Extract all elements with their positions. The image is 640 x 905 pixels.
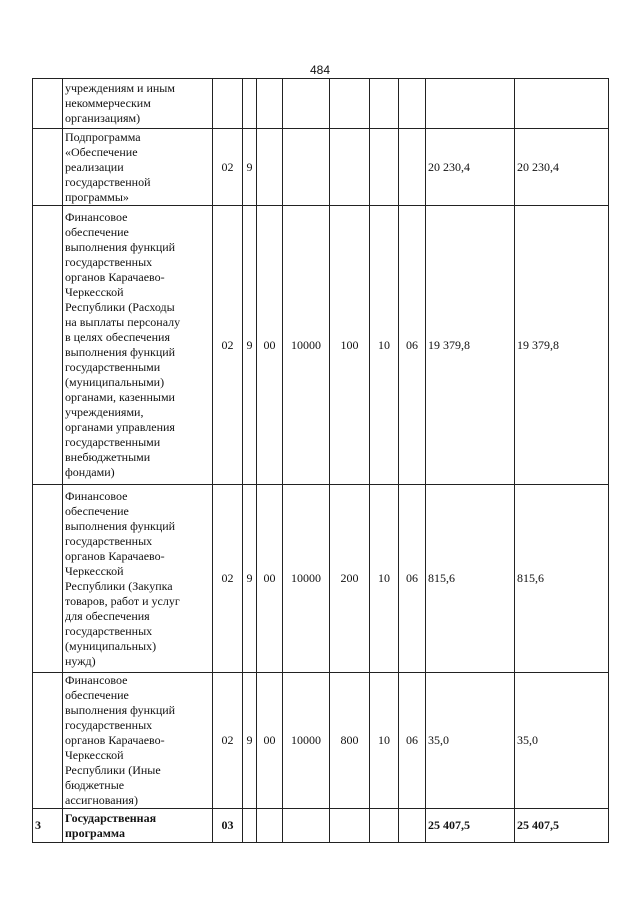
code-target-item <box>283 79 330 129</box>
item-name-line: выполнения функций <box>65 345 176 359</box>
item-name-line: обеспечение <box>65 688 129 702</box>
code-subsection <box>399 79 426 129</box>
item-name-line: Государственная <box>65 810 157 825</box>
item-name-line: товаров, работ и услуг <box>65 593 180 608</box>
amount-col2: 20 230,4 <box>515 129 609 206</box>
amount-col2: 19 379,8 <box>515 206 609 485</box>
item-name <box>63 206 213 485</box>
code-section: 02 <box>213 129 243 206</box>
item-name-line: для обеспечения <box>65 608 150 623</box>
item-name-line: (муниципальных) <box>65 638 157 653</box>
item-name-line: учреждениям и иным <box>65 81 175 95</box>
item-name-line: выполнения функций <box>65 703 176 717</box>
item-name <box>63 809 213 843</box>
code-subprogram: 00 <box>257 673 283 809</box>
amount-col1: 25 407,5 <box>426 809 515 843</box>
item-name-line: Республики (Закупка <box>65 578 173 593</box>
code-program <box>243 809 257 843</box>
code-program: 9 <box>243 673 257 809</box>
item-name <box>63 79 213 129</box>
code-expense-type <box>330 79 370 129</box>
item-name-line: Финансовое <box>65 488 128 503</box>
code-section: 02 <box>213 673 243 809</box>
item-name-line: государственных <box>65 623 153 638</box>
item-name-line: обеспечение <box>65 225 129 239</box>
page-number: 484 <box>309 63 331 77</box>
code-target-item: 10000 <box>283 206 330 485</box>
amount-col2 <box>515 79 609 129</box>
row-number <box>33 485 63 673</box>
item-name-line: органов Карачаево- <box>65 270 165 284</box>
item-name-line: государственных <box>65 533 153 548</box>
code-subsection <box>399 809 426 843</box>
code-program: 9 <box>243 485 257 673</box>
code-section-2: 10 <box>370 206 399 485</box>
amount-col2: 815,6 <box>515 485 609 673</box>
code-section <box>213 79 243 129</box>
item-name-line: органов Карачаево- <box>65 548 165 563</box>
item-name-line: Подпрограмма <box>65 129 141 144</box>
item-name-line: внебюджетными <box>65 450 151 464</box>
code-subsection: 06 <box>399 206 426 485</box>
item-name-line: Финансовое <box>65 673 128 687</box>
amount-col1: 815,6 <box>426 485 515 673</box>
code-expense-type: 100 <box>330 206 370 485</box>
item-name-line: некоммерческим <box>65 96 151 110</box>
code-program: 9 <box>243 129 257 206</box>
amount-col1: 20 230,4 <box>426 129 515 206</box>
item-name <box>63 485 213 673</box>
item-name-line: Финансовое <box>65 210 128 224</box>
code-target-item <box>283 129 330 206</box>
code-target-item: 10000 <box>283 673 330 809</box>
item-name-line: фондами) <box>65 465 115 479</box>
item-name-line: учреждениями, <box>65 405 144 419</box>
code-target-item <box>283 809 330 843</box>
amount-col1: 19 379,8 <box>426 206 515 485</box>
table-row <box>33 206 609 485</box>
item-name-line: органами, казенными <box>65 390 175 404</box>
table-row <box>33 485 609 673</box>
item-name-line: государственной <box>65 174 151 189</box>
row-number <box>33 206 63 485</box>
item-name-line: государственных <box>65 718 153 732</box>
item-name-line: государственными <box>65 360 161 374</box>
item-name-line: Республики (Расходы <box>65 300 175 314</box>
code-subprogram <box>257 79 283 129</box>
item-name-line: выполнения функций <box>65 518 176 533</box>
row-number <box>33 129 63 206</box>
table-row <box>33 129 609 206</box>
code-section: 02 <box>213 206 243 485</box>
code-subprogram <box>257 809 283 843</box>
code-expense-type <box>330 809 370 843</box>
code-expense-type: 800 <box>330 673 370 809</box>
code-section: 03 <box>213 809 243 843</box>
code-subsection <box>399 129 426 206</box>
item-name-line: органами управления <box>65 420 175 434</box>
code-section-2 <box>370 129 399 206</box>
item-name-line: ассигнования) <box>65 793 138 807</box>
code-subsection: 06 <box>399 485 426 673</box>
code-section-2: 10 <box>370 673 399 809</box>
item-name-line: программа <box>65 825 125 840</box>
item-name-line: программы» <box>65 189 129 204</box>
row-number: 3 <box>33 809 63 843</box>
amount-col2: 35,0 <box>515 673 609 809</box>
code-program <box>243 79 257 129</box>
amount-col1 <box>426 79 515 129</box>
item-name-line: бюджетные <box>65 778 125 792</box>
code-subprogram: 00 <box>257 485 283 673</box>
item-name-line: реализации <box>65 159 124 174</box>
item-name <box>63 129 213 206</box>
item-name <box>63 673 213 809</box>
table-body <box>33 79 609 843</box>
code-target-item: 10000 <box>283 485 330 673</box>
code-subsection: 06 <box>399 673 426 809</box>
code-subprogram: 00 <box>257 206 283 485</box>
item-name-line: нужд) <box>65 653 96 668</box>
item-name-line: на выплаты персоналу <box>65 315 181 329</box>
item-name-line: Черкесской <box>65 748 124 762</box>
code-program: 9 <box>243 206 257 485</box>
code-subprogram <box>257 129 283 206</box>
item-name-line: «Обеспечение <box>65 144 138 159</box>
table-row <box>33 809 609 843</box>
row-number <box>33 673 63 809</box>
amount-col2: 25 407,5 <box>515 809 609 843</box>
item-name-line: обеспечение <box>65 503 129 518</box>
row-number <box>33 79 63 129</box>
code-section-2 <box>370 809 399 843</box>
item-name-line: в целях обеспечения <box>65 330 170 344</box>
item-name-line: организациям) <box>65 111 141 125</box>
amount-col1: 35,0 <box>426 673 515 809</box>
code-section-2 <box>370 79 399 129</box>
code-section: 02 <box>213 485 243 673</box>
item-name-line: государственными <box>65 435 161 449</box>
item-name-line: Черкесской <box>65 563 124 578</box>
item-name-line: Республики (Иные <box>65 763 161 777</box>
code-expense-type <box>330 129 370 206</box>
item-name-line: (муниципальными) <box>65 375 165 389</box>
table-row <box>33 673 609 809</box>
item-name-line: Черкесской <box>65 285 124 299</box>
item-name-line: органов Карачаево- <box>65 733 165 747</box>
budget-table <box>32 78 609 843</box>
code-expense-type: 200 <box>330 485 370 673</box>
code-section-2: 10 <box>370 485 399 673</box>
table-row <box>33 79 609 129</box>
item-name-line: выполнения функций <box>65 240 176 254</box>
item-name-line: государственных <box>65 255 153 269</box>
